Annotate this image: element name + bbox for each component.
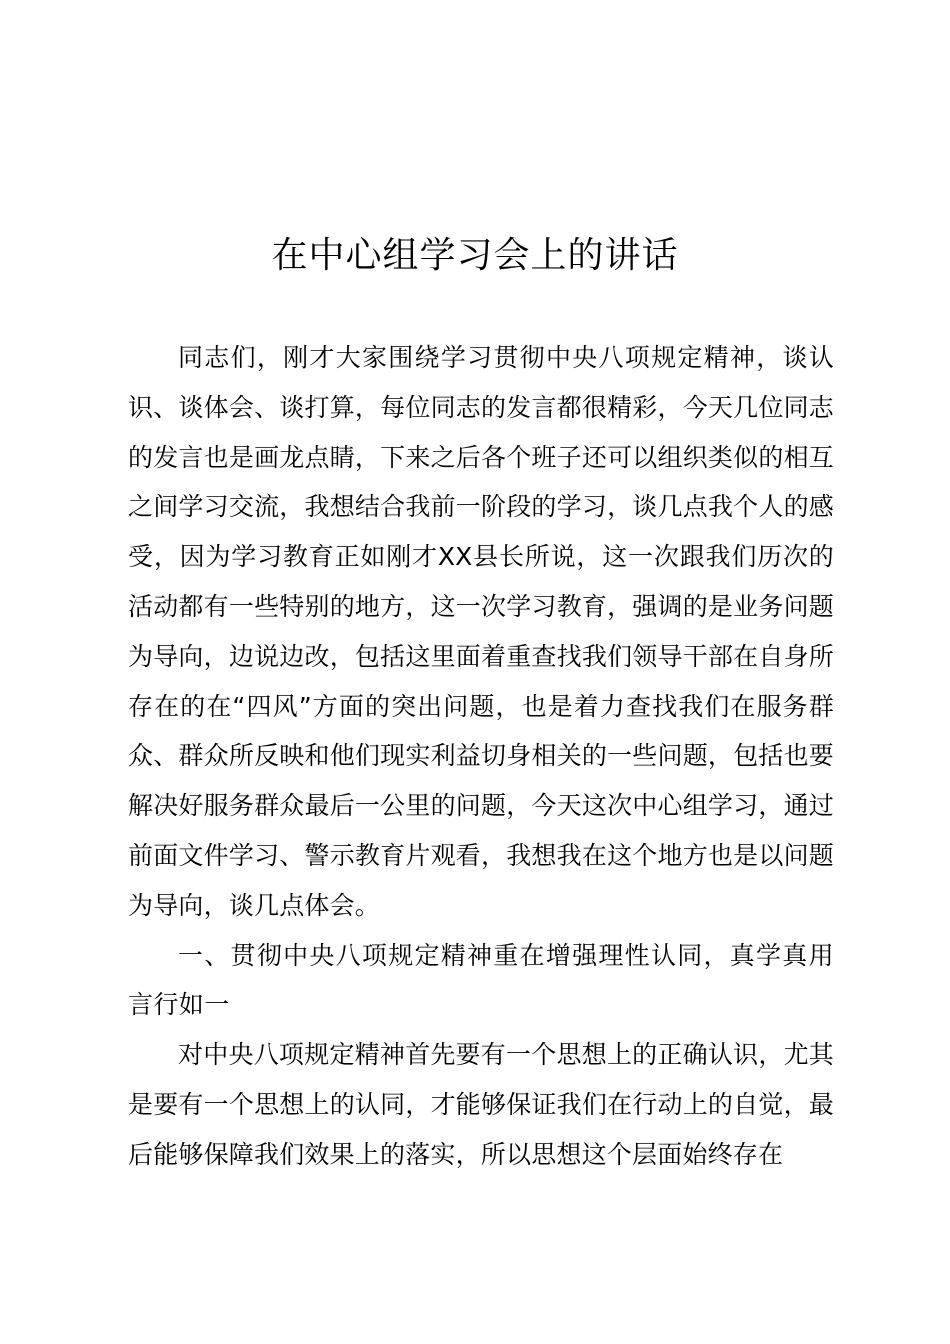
section-heading-1: 一、贯彻中央八项规定精神重在增强理性认同，真学真用言行如一: [128, 940, 834, 1020]
document-body: [128, 333, 834, 1180]
intro-paragraph: 同志们，刚才大家围绕学习贯彻中央八项规定精神，谈认识、谈体会、谈打算，每位同志的发言都很精彩，今天几位同志的发言也是画龙点睛，下来之后各个班子还可以组织类似的相互之间学习交流，我想结合我前一阶段的学习，谈几点我个人的感受，因为学习教育正如刚才XX县长所说，这一次跟我们历次的活动都有一些特别的地方，这一次学习教育，强调的是业务问题为导向，边说边改，包括这里面着重查找我们领导干部在自身所存在的在“四风”方面的突出问题，也是着力查找我们在服务群众、群众所反映和他们现实利益切身相关的一些问题，包括也要解决好服务群众最后一公里的问题，今天这次中心组学习，通过前面文件学习、警示教育片观看，我想我在这个地方也是以问题为导向，谈几点体会。: [128, 343, 834, 920]
document-title: 在中心组学习会上的讲话: [271, 235, 679, 276]
section-1-paragraph: 对中央八项规定精神首先要有一个思想上的正确认识，尤其是要有一个思想上的认同，才能够保证我们在行动上的自觉，最后能够保障我们效果上的落实，所以思想这个层面始终存在: [128, 1040, 834, 1169]
